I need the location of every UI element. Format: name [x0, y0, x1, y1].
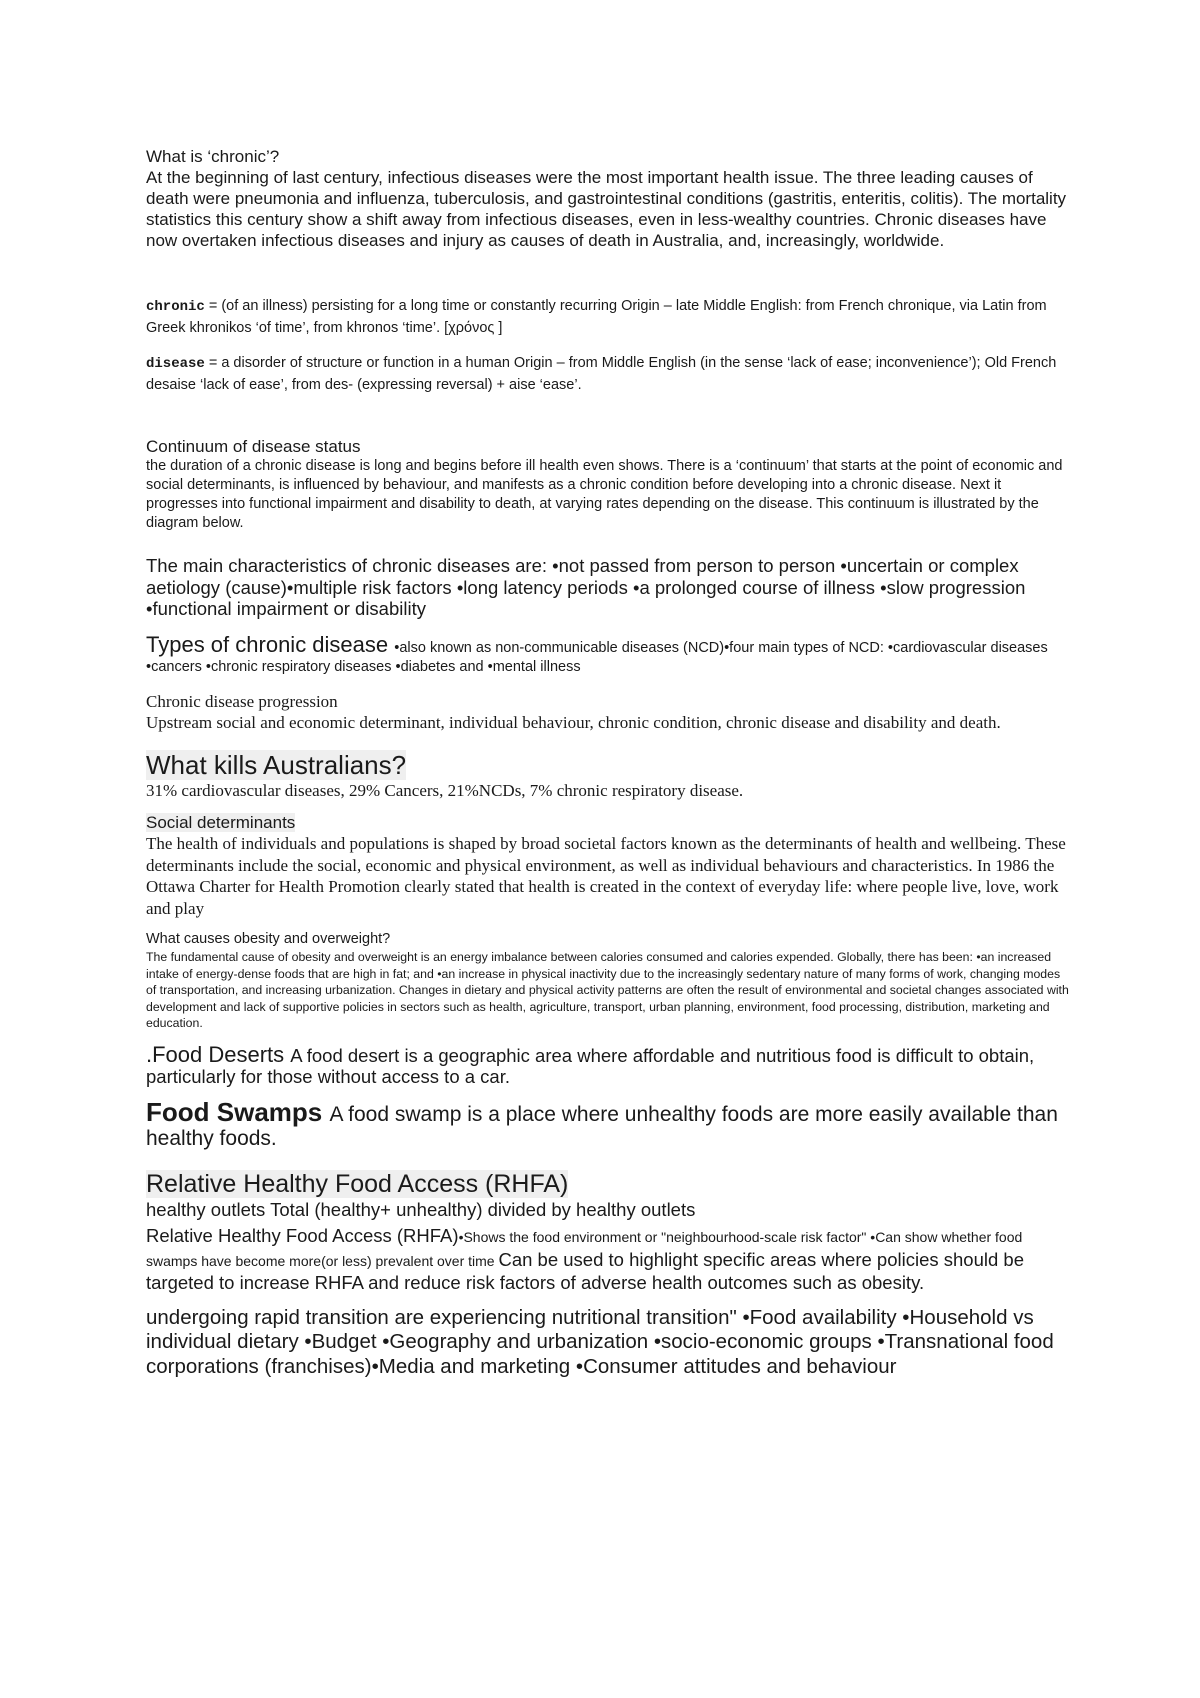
- heading-rhfa: Relative Healthy Food Access (RHFA): [146, 1169, 569, 1198]
- heading-types: Types of chronic disease: [146, 631, 395, 657]
- section-deserts: [146, 1041, 1072, 1088]
- term-chronic: chronic: [146, 299, 205, 315]
- section-progression: [146, 691, 1072, 734]
- paragraph-obesity: The fundamental cause of obesity and overweight is an energy imbalance between calories consumed and calories expended. Globally, there has been: •an increased intake of energy-dense foods that are high in fat; and •an increase in physical inactivity due to the increasingly sedentary nature of many forms of work, changing modes of transportation, and increasing urbanization. Changes in dietary and physical activity patterns are often the result of environmental and societal changes associated with development and lack of supportive policies in sectors such as health, agriculture, transport, urban planning, environment, food processing, distribution, marketing and education.: [146, 950, 1069, 1031]
- section-social: [146, 812, 1072, 919]
- paragraph-what-is-chronic: At the beginning of last century, infectious diseases were the most important health issue. The three leading causes of death were pneumonia and influenza, tuberculosis, and gastrointestinal conditions (gastritis, enteritis, colitis). The mortality statistics this century show a shift away from infectious diseases, even in less-wealthy countries. Chronic diseases have now overtaken infectious diseases and injury as causes of death in Australia, and, increasingly, worldwide.: [146, 168, 1067, 250]
- rhfa-lead: Relative Healthy Food Access (RHFA): [146, 1225, 459, 1247]
- paragraph-swamps: A food swamp is a place where unhealthy foods are more easily available than healthy foods.: [146, 1102, 1058, 1150]
- section-types: [146, 631, 1072, 677]
- heading-obesity: What causes obesity and overweight?: [146, 931, 391, 947]
- section-swamps: [146, 1096, 1072, 1151]
- paragraph-deserts: A food desert is a geographic area where affordable and nutritious food is difficult to obtain, particularly for those without access to a car.: [146, 1044, 1035, 1088]
- section-obesity: [146, 930, 1072, 1032]
- heading-swamps: Food Swamps: [146, 1096, 330, 1127]
- paragraph-types: •also known as non-communicable diseases (NCD)•four main types of NCD: •cardiovascular diseases •cancers •chronic respiratory diseases •diabetes and •mental illness: [146, 639, 1048, 675]
- heading-social: Social determinants: [146, 813, 296, 832]
- definition-disease: [146, 353, 1072, 396]
- heading-progression: Chronic disease progression: [146, 691, 338, 711]
- paragraph-rhfa-details: [146, 1225, 1072, 1294]
- rhfa-small: •Shows the food environment or "neighbourhood-scale risk factor" •Can show whether food swamps have become more(or less) prevalent over time: [146, 1229, 1023, 1269]
- heading-kills: What kills Australians?: [146, 749, 407, 780]
- paragraph-progression: Upstream social and economic determinant, individual behaviour, chronic condition, chronic disease and disability and death.: [146, 713, 1001, 732]
- paragraph-characteristics: The main characteristics of chronic diseases are: •not passed from person to person •uncertain or complex aetiology (cause)•multiple risk factors •long latency periods •a prolonged course of illness •slow progression •functional impairment or disability: [146, 555, 1026, 619]
- rhfa-tail: Can be used to highlight specific areas where policies should be targeted to increase RHFA and reduce risk factors of adverse health outcomes such as obesity.: [146, 1248, 1024, 1294]
- heading-what-is-chronic: What is ‘chronic’?: [146, 147, 280, 166]
- paragraph-rhfa-formula: healthy outlets Total (healthy+ unhealthy) divided by healthy outlets: [146, 1198, 696, 1220]
- section-continuum: [146, 436, 1072, 533]
- definition-chronic-text: = (of an illness) persisting for a long time or constantly recurring Origin – late Middle English: from French chronique, via Latin from Greek khronikos ‘of time’, from khronos ‘time’. [χρόνος ]: [146, 298, 1047, 336]
- paragraph-transition: undergoing rapid transition are experiencing nutritional transition" •Food availability •Household vs individual dietary •Budget •Geography and urbanization •socio-economic groups •Transnational food corporations (franchises)•Media and marketing •Consumer attitudes and behaviour: [146, 1305, 1054, 1378]
- section-what-is-chronic: [146, 146, 1072, 251]
- paragraph-kills: 31% cardiovascular diseases, 29% Cancers, 21%NCDs, 7% chronic respiratory disease.: [146, 780, 744, 800]
- paragraph-social: The health of individuals and populations is shaped by broad societal factors known as the determinants of health and wellbeing. These determinants include the social, economic and physical environment, as well as individual behaviours and characteristics. In 1986 the Ottawa Charter for Health Promotion clearly stated that health is created in the context of everyday life: where people live, love, work and play: [146, 834, 1066, 918]
- section-rhfa: [146, 1169, 1072, 1294]
- term-disease: disease: [146, 356, 205, 372]
- section-kills: [146, 750, 1072, 802]
- definition-disease-text: = a disorder of structure or function in a human Origin – from Middle English (in the sense ‘lack of ease; inconvenience’); Old French desaise ‘lack of ease’, from des- (expressing reversal) + aise ‘ease’.: [146, 355, 1057, 393]
- heading-deserts: .Food Deserts: [146, 1041, 291, 1067]
- definition-chronic: [146, 296, 1072, 339]
- paragraph-continuum: the duration of a chronic disease is long and begins before ill health even shows. There is a ‘continuum’ that starts at the point of economic and social determinants, is influenced by behaviour, and manifests as a chronic condition before developing into a chronic disease. Next it progresses into functional impairment and disability to death, at varying rates depending on the disease. This continuum is illustrated by the diagram below.: [146, 458, 1063, 531]
- heading-continuum: Continuum of disease status: [146, 437, 361, 456]
